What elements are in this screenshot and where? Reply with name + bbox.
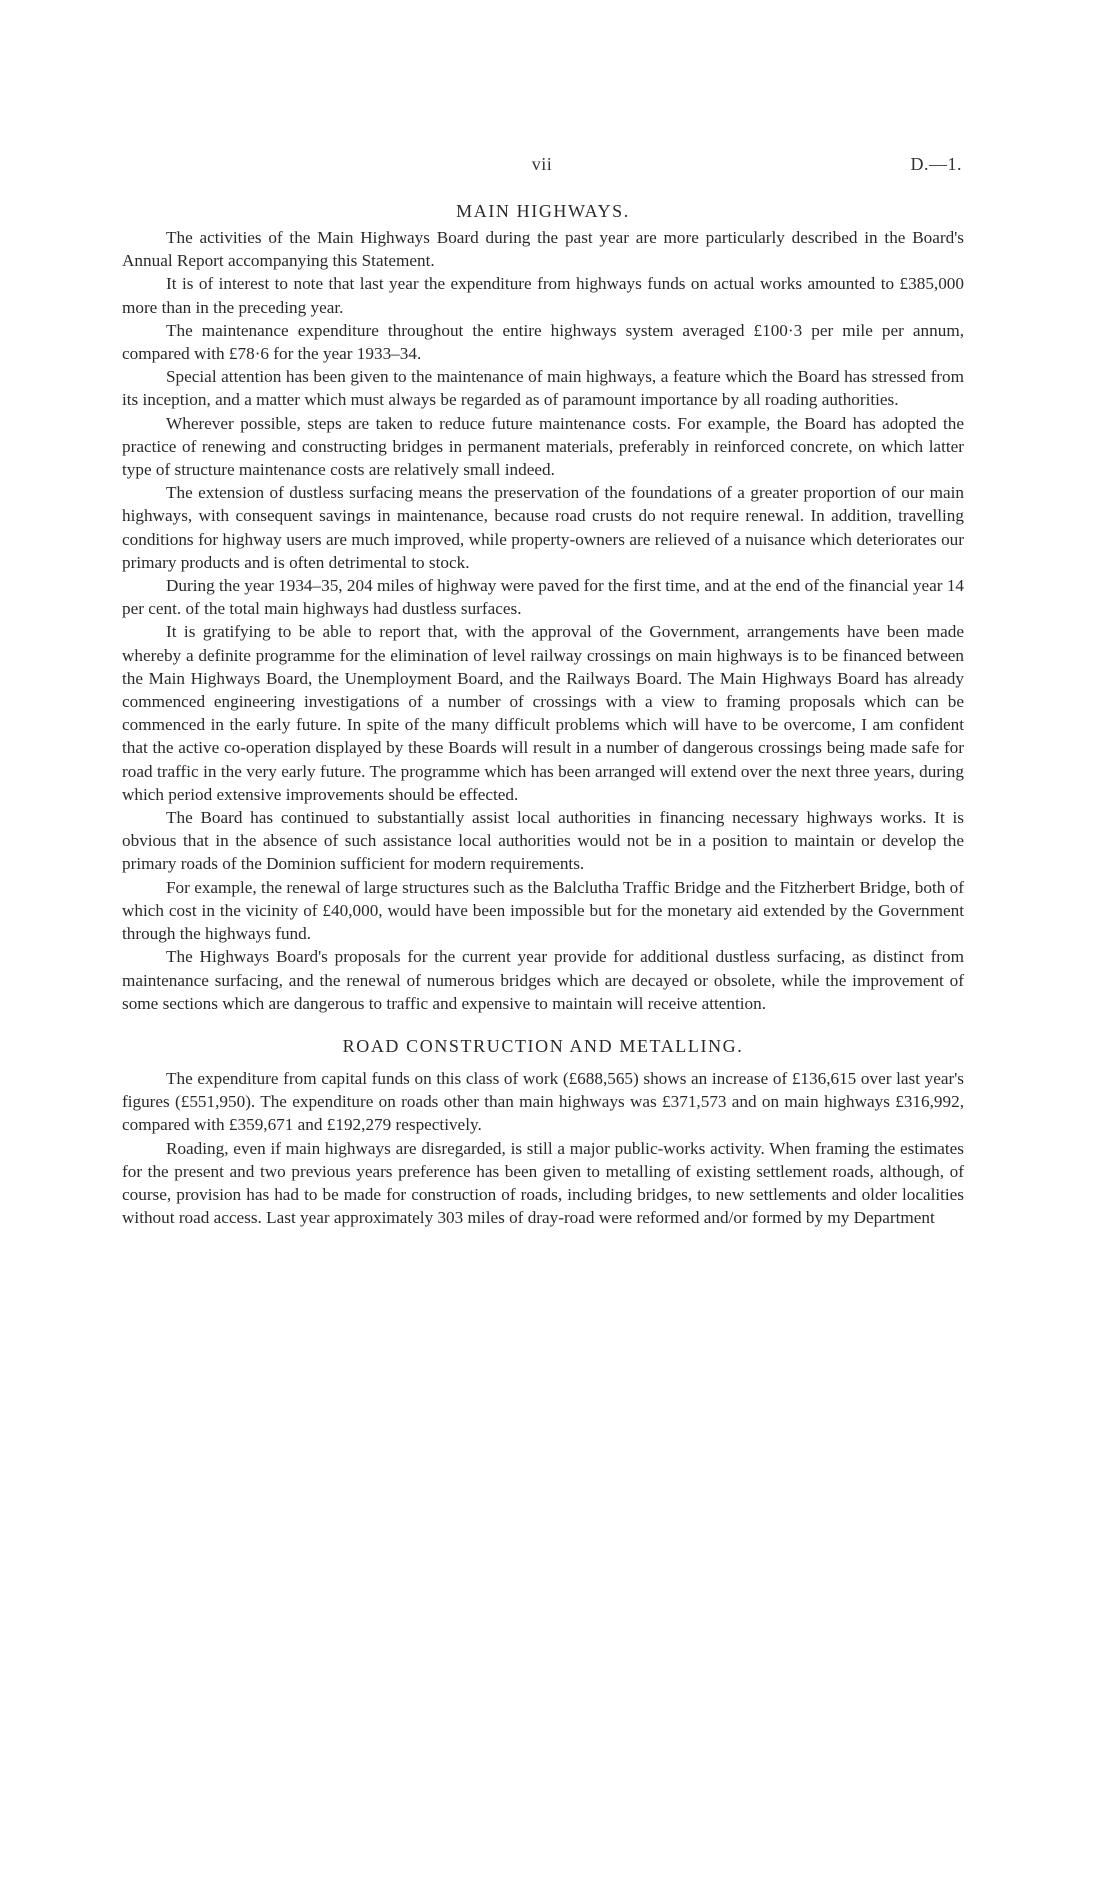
running-head (122, 154, 962, 180)
paragraph: The Board has continued to substantially assist local authorities in financing necessary highways works. It is obvious that in the absence of such assistance local authorities would not be in a position to maintain or develop the primary roads of the Dominion sufficient for modern requirements. (122, 808, 964, 874)
page-number: vii (531, 154, 553, 174)
paragraph: The activities of the Main Highways Board during the past year are more particularly described in the Board's Annual Report accompanying this Statement. (122, 228, 964, 271)
paragraph: It is gratifying to be able to report that, with the approval of the Government, arrangements have been made whereby a definite programme for the elimination of level railway crossings on main highways is to be financed between the Main Highways Board, the Unemployment Board, and the Railways Board. The Main Highways Board has already commenced engineering investigations of a number of crossings with a view to framing proposals which can be commenced in the early future. In spite of the many difficult problems which will have to be overcome, I am confident that the active co-operation displayed by these Boards will result in a number of dangerous crossings being made safe for road traffic in the very early future. The programme which has been arranged will extend over the next three years, during which period extensive improvements should be effected. (122, 622, 964, 804)
paragraph: The extension of dustless surfacing means the preservation of the foundations of a greater proportion of our main highways, with consequent savings in maintenance, because road crusts do not require renewal. In addition, travelling conditions for highway users are much improved, while property-owners are relieved of a nuisance which deteriorates our primary products and is often detrimental to stock. (122, 483, 964, 572)
paragraph: Wherever possible, steps are taken to reduce future maintenance costs. For example, the Board has adopted the practice of renewing and constructing bridges in permanent materials, preferably in reinforced concrete, on which latter type of structure maintenance costs are relatively small indeed. (122, 413, 964, 480)
paragraph: During the year 1934–35, 204 miles of highway were paved for the first time, and at the end of the financial year 14 per cent. of the total main highways had dustless surfaces. (122, 576, 965, 619)
paragraph: The Highways Board's proposals for the current year provide for additional dustless surfacing, as distinct from maintenance surfacing, and the renewal of numerous bridges which are decayed or obsolete, while the improvement of some sections which are dangerous to traffic and expensive to maintain will receive attention. (122, 947, 964, 1013)
paragraph: Special attention has been given to the maintenance of main highways, a feature which the Board has stressed from its inception, and a matter which must always be regarded as of paramount importance by all roading authorities. (122, 367, 964, 410)
section-heading-road-construction: ROAD CONSTRUCTION AND METALLING. (342, 1035, 744, 1056)
body-text (122, 198, 964, 1229)
paragraph: Roading, even if main highways are disregarded, is still a major public-works activity. When framing the estimates for the present and two previous years preference has been given to metalling of existing settlement roads, although, of course, provision has had to be made for construction of roads, including bridges, to new settlements and older localities without road access. Last year approximately 303 miles of dray-road were reformed and/or formed by my Department (122, 1138, 964, 1228)
section-heading-main-highways: MAIN HIGHWAYS. (456, 201, 630, 221)
paragraph: It is of interest to note that last year the expenditure from highways funds on actual works amounted to £385,000 more than in the preceding year. (122, 274, 964, 317)
paragraph: The maintenance expenditure throughout the entire highways system averaged £100·3 per mile per annum, compared with £78·6 for the year 1933–34. (122, 320, 964, 364)
paper-reference: D.—1. (910, 154, 962, 174)
paragraph: For example, the renewal of large structures such as the Balclutha Traffic Bridge and the Fitzherbert Bridge, both of which cost in the vicinity of £40,000, would have been impossible but for the monetary aid extended by the Government through the highways fund. (122, 877, 964, 944)
paragraph: The expenditure from capital funds on this class of work (£688,565) shows an increase of £136,615 over last year's figures (£551,950). The expenditure on roads other than main highways was £371,573 and on main highways £316,992, compared with £359,671 and £192,279 respectively. (122, 1068, 964, 1135)
